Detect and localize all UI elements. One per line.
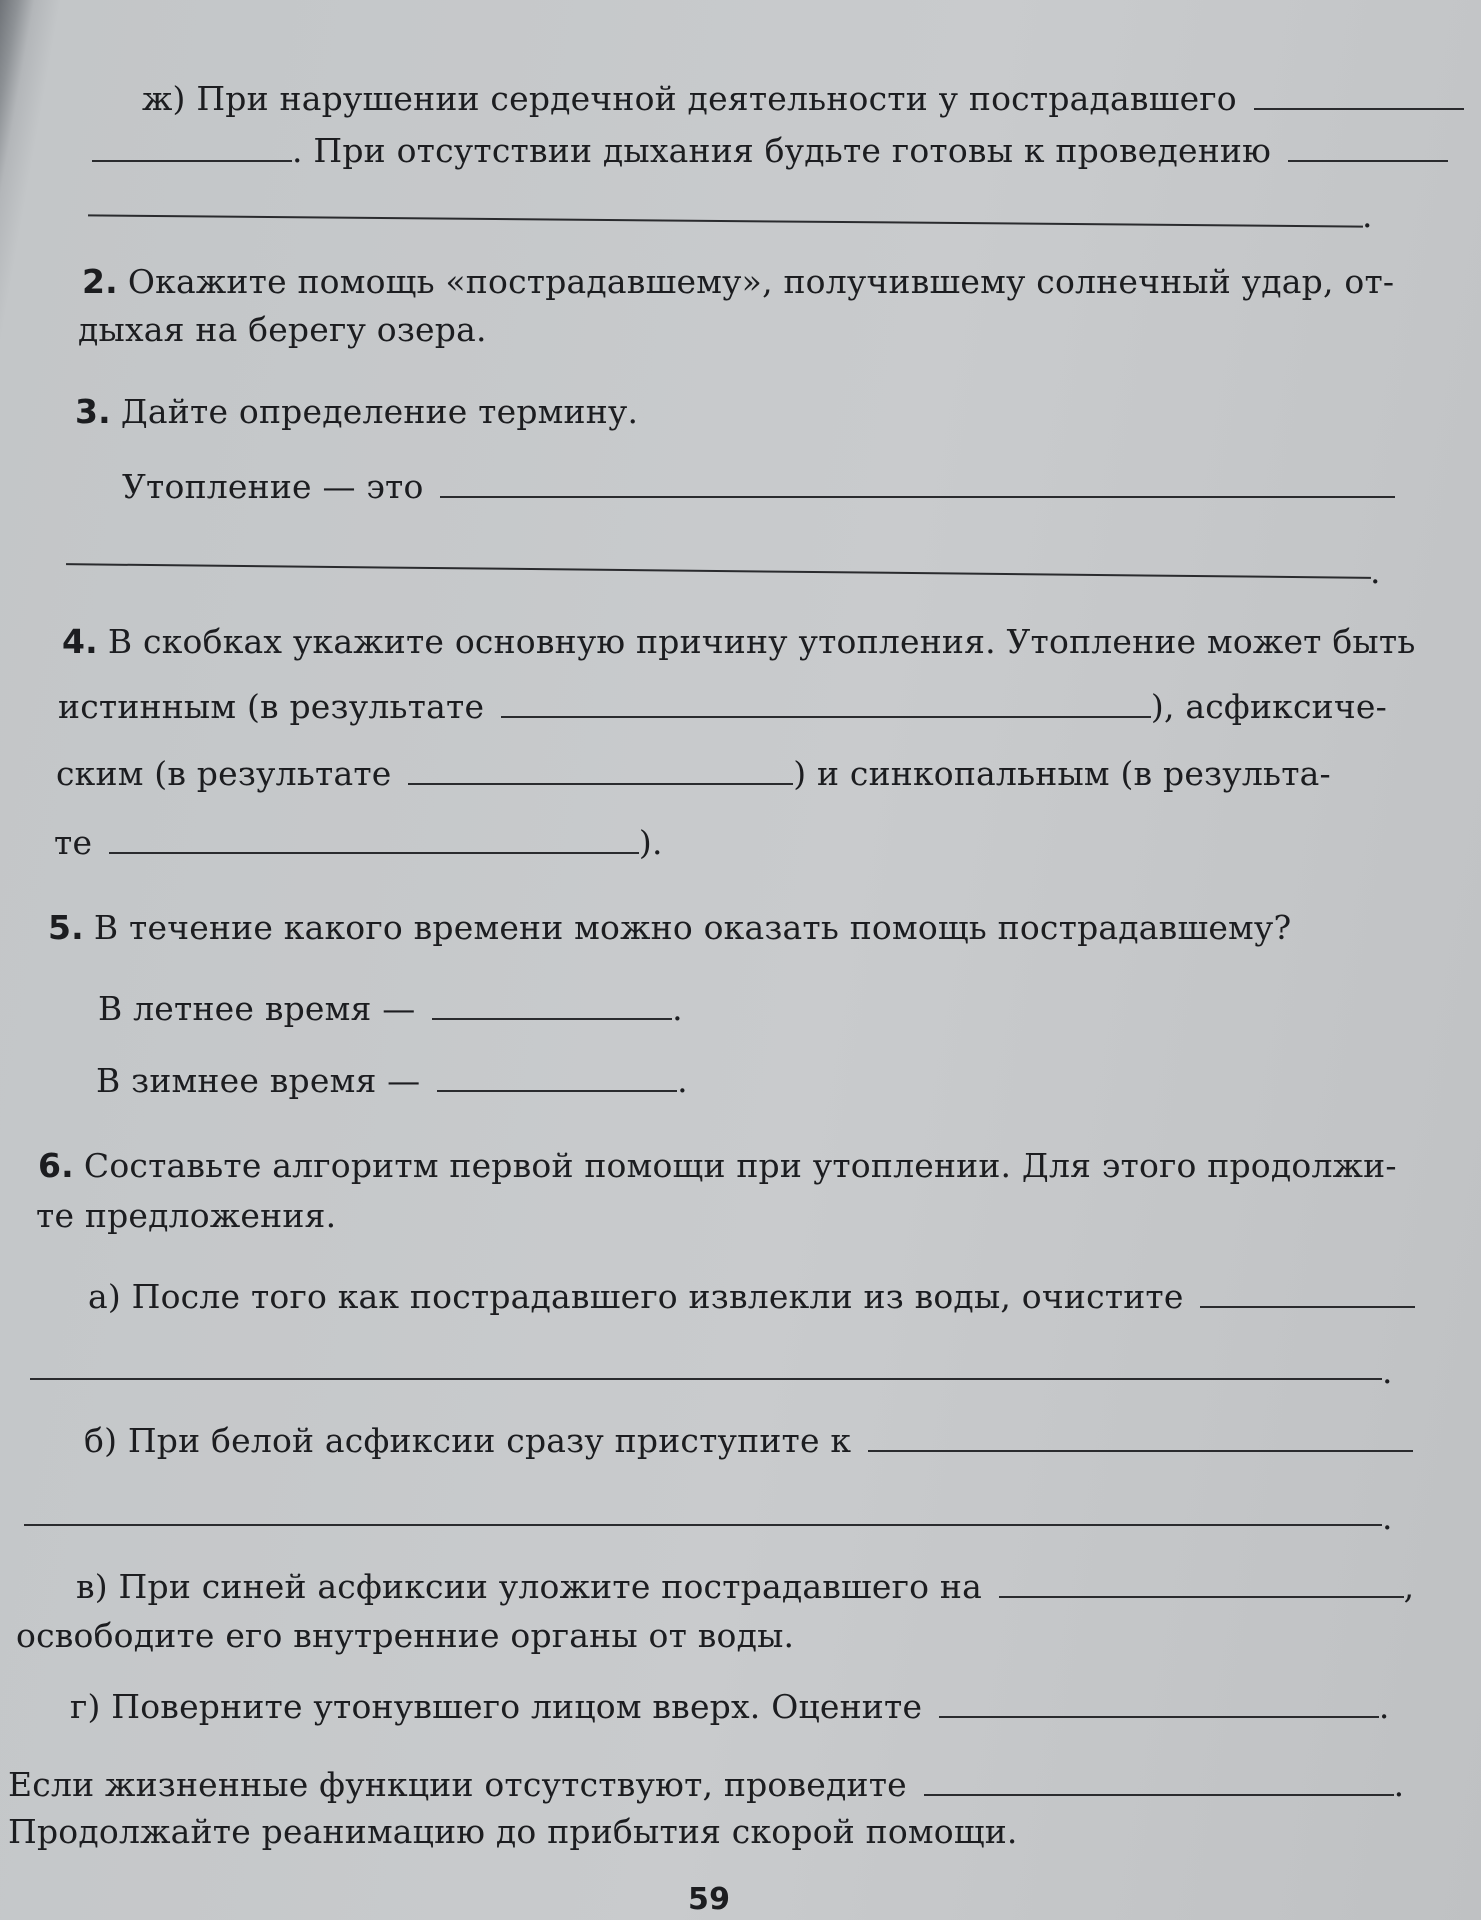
page-number: 59: [688, 1882, 731, 1917]
blank: [939, 1686, 1379, 1718]
blank: [440, 466, 1395, 498]
blank: [92, 130, 292, 162]
blank: [1288, 130, 1448, 162]
blank: [432, 988, 672, 1020]
blank: [924, 1764, 1394, 1796]
question-2-line-2: дыхая на берегу озера.: [78, 310, 487, 349]
period: .: [1382, 1352, 1393, 1391]
question-number: 3.: [75, 392, 111, 431]
question-number: 5.: [48, 908, 84, 947]
item-v-line-1: в) При синей асфиксии уложите пострадавшего на ,: [76, 1567, 1415, 1606]
question-5-line-3: В зимнее время — .: [96, 1061, 688, 1100]
blank: [109, 822, 639, 854]
question-6-line-2: те предложения.: [36, 1196, 337, 1235]
closing-line-1: Если жизненные функции отсутствуют, проведите .: [8, 1765, 1405, 1804]
question-number: 2.: [82, 262, 118, 301]
blank: [408, 753, 793, 785]
question-4-line-2: истинным (в результате ), асфиксиче-: [58, 687, 1387, 726]
answer-line: [66, 563, 1371, 579]
item-g-line-1: г) Поверните утонувшего лицом вверх. Оцените .: [70, 1687, 1390, 1726]
item-b-line-1: б) При белой асфиксии сразу приступите к: [84, 1420, 1413, 1461]
question-4-line-4: те ).: [54, 823, 663, 862]
blank: [501, 686, 1151, 718]
question-3-line-2: Утопление — это: [122, 466, 1395, 507]
blank: [437, 1060, 677, 1092]
period: .: [1370, 552, 1381, 591]
item-zh-line-2: . При отсутствии дыхания будьте готовы к проведению: [92, 130, 1448, 171]
period: .: [1382, 1498, 1393, 1537]
blank: [1200, 1276, 1415, 1308]
answer-line: [24, 1524, 1382, 1526]
blank: [1254, 78, 1464, 110]
answer-line: [30, 1378, 1382, 1380]
question-number: 4.: [62, 622, 98, 661]
question-4-line-3: ским (в результате ) и синкопальным (в результа-: [56, 754, 1331, 793]
blank: [868, 1420, 1413, 1452]
question-6-line-1: 6. Составьте алгоритм первой помощи при утоплении. Для этого продолжи-: [38, 1146, 1397, 1185]
item-zh-line-1: ж) При нарушении сердечной деятельности у пострадавшего: [142, 78, 1464, 119]
question-3-line-1: 3. Дайте определение термину.: [75, 392, 639, 431]
question-5-line-1: 5. В течение какого времени можно оказать помощь пострадавшему?: [48, 908, 1292, 947]
question-2-line-1: 2. Окажите помощь «пострадавшему», получившему солнечный удар, от-: [82, 262, 1395, 301]
closing-line-2: Продолжайте реанимацию до прибытия скорой помощи.: [8, 1812, 1018, 1851]
period: .: [1362, 196, 1373, 235]
item-a-line-1: а) После того как пострадавшего извлекли из воды, очистите: [88, 1276, 1415, 1317]
question-4-line-1: 4. В скобках укажите основную причину утопления. Утопление может быть: [62, 622, 1416, 661]
answer-line: [88, 214, 1363, 227]
question-5-line-2: В летнее время — .: [98, 989, 683, 1028]
blank: [999, 1566, 1404, 1598]
question-number: 6.: [38, 1146, 74, 1185]
item-v-line-2: освободите его внутренние органы от воды.: [16, 1616, 795, 1655]
